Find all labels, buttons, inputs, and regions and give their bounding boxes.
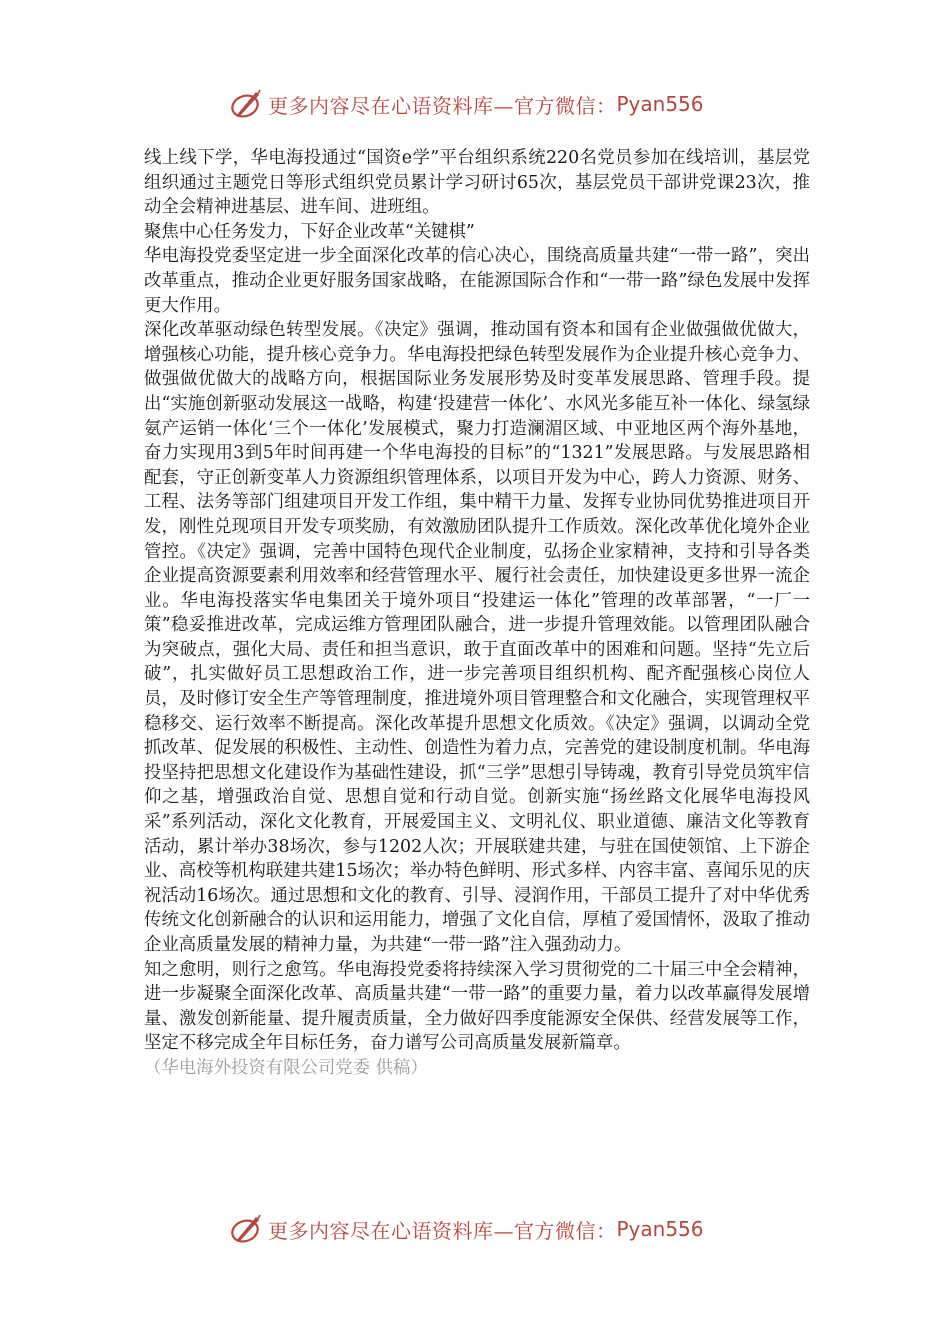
section-heading: 聚焦中心任务发力，下好企业改革“关键棋” [144, 221, 475, 242]
banner-text: 更多内容尽在心语资料库—官方微信： [268, 93, 617, 118]
quill-pen-logo-icon [228, 86, 264, 122]
paragraph-2: 华电海投党委坚定进一步全面深化改革的信心决心，围绕高质量共建“一带一路”，突出改革重点，推动企业更好服务国家战略，在能源国际合作和“一带一路”绿色发展中发挥更大作用。 [144, 246, 810, 316]
paragraph-4: 知之愈明，则行之愈笃。华电海投党委将持续深入学习贯彻党的二十届三中全会精神，进一步凝聚全面深化改革、高质量共建“一带一路”的重要力量，着力以改革赢得发展增量、激发创新能量、提升履责质量，全力做好四季度能源安全保供、经营发展等工作，坚定不移完成全年目标任务，奋力谱写公司高质量发展新篇章。 [144, 959, 810, 1054]
wechat-handle: Pyan556 [616, 92, 704, 116]
header-banner [228, 84, 704, 124]
paragraph-3: 深化改革驱动绿色转型发展。《决定》强调，推动国有资本和国有企业做强做优做大，增强核心功能，提升核心竞争力。华电海投把绿色转型发展作为企业提升核心竞争力、做强做优做大的战略方向，根据国际业务发展形势及时变革发展思路、管理手段。提出“实施创新驱动发展这一战略，构建‘投建营一体化’、水风光多能互补一体化、绿氢绿氨产运销一体化‘三个一体化’发展模式，聚力打造澜湄区域、中亚地区两个海外基地，奋力实现用3到5年时间再建一个华电海投的目标”的“1321”发展思路。与发展思路相配套，守正创新变革人力资源组织管理体系，以项目开发为中心，跨人力资源、财务、工程、法务等部门组建项目开发工作组，集中精干力量、发挥专业协同优势推进项目开发，刚性兑现项目开发专项奖励，有效激励团队提升工作质效。深化改革优化境外企业管控。《决定》强调，完善中国特色现代企业制度，弘扬企业家精神，支持和引导各类企业提高资源要素利用效率和经营管理水平、履行社会责任，加快建设更多世界一流企业。华电海投落实华电集团关于境外项目“投建运一体化”管理的改革部署，“一厂一策”稳妥推进改革，完成运维方管理团队融合，进一步提升管理效能。以管理团队融合为突破点，强化大局、责任和担当意识，敢于直面改革中的困难和问题。坚持“先立后破”，扎实做好员工思想政治工作，进一步完善项目组织机构、配齐配强核心岗位人员，及时修订安全生产等管理制度，推进境外项目管理整合和文化融合，实现管理权平稳移交、运行效率不断提高。深化改革提升思想文化质效。《决定》强调，以调动全党抓改革、促发展的积极性、主动性、创造性为着力点，完善党的建设制度机制。华电海投坚持把思想文化建设作为基础性建设，抓“三学”思想引导铸魂，教育引导党员筑牢信仰之基，增强政治自觉、思想自觉和行动自觉。创新实施“扬丝路文化展华电海投风采”系列活动，深化文化教育，开展爱国主义、文明礼仪、职业道德、廉洁文化等教育活动，累计举办38场次，参与1202人次；开展联建共建，与驻在国使领馆、上下游企业、高校等机构联建共建15场次；举办特色鲜明、形式多样、内容丰富、喜闻乐见的庆祝活动16场次。通过思想和文化的教育、引导、浸润作用，干部员工提升了对中华优秀传统文化创新融合的认识和运用能力，增强了文化自信，厚植了爱国情怀，汲取了推动企业高质量发展的精神力量，为共建“一带一路”注入强劲动力。 [144, 320, 810, 955]
banner-text: 更多内容尽在心语资料库—官方微信： [268, 1218, 617, 1243]
footer-banner [228, 1209, 704, 1249]
paragraph-1: 线上线下学，华电海投通过“国资e学”平台组织系统220名党员参加在线培训，基层党组织通过主题党日等形式组织党员累计学习研讨65次，基层党员干部讲党课23次，推动全会精神进基层、进车间、进班组。 [144, 148, 810, 218]
quill-pen-logo-icon [228, 1211, 264, 1247]
article-body [144, 146, 810, 1081]
source-credit: （华电海外投资有限公司党委 供稿） [144, 1057, 428, 1078]
wechat-handle: Pyan556 [616, 1217, 704, 1241]
